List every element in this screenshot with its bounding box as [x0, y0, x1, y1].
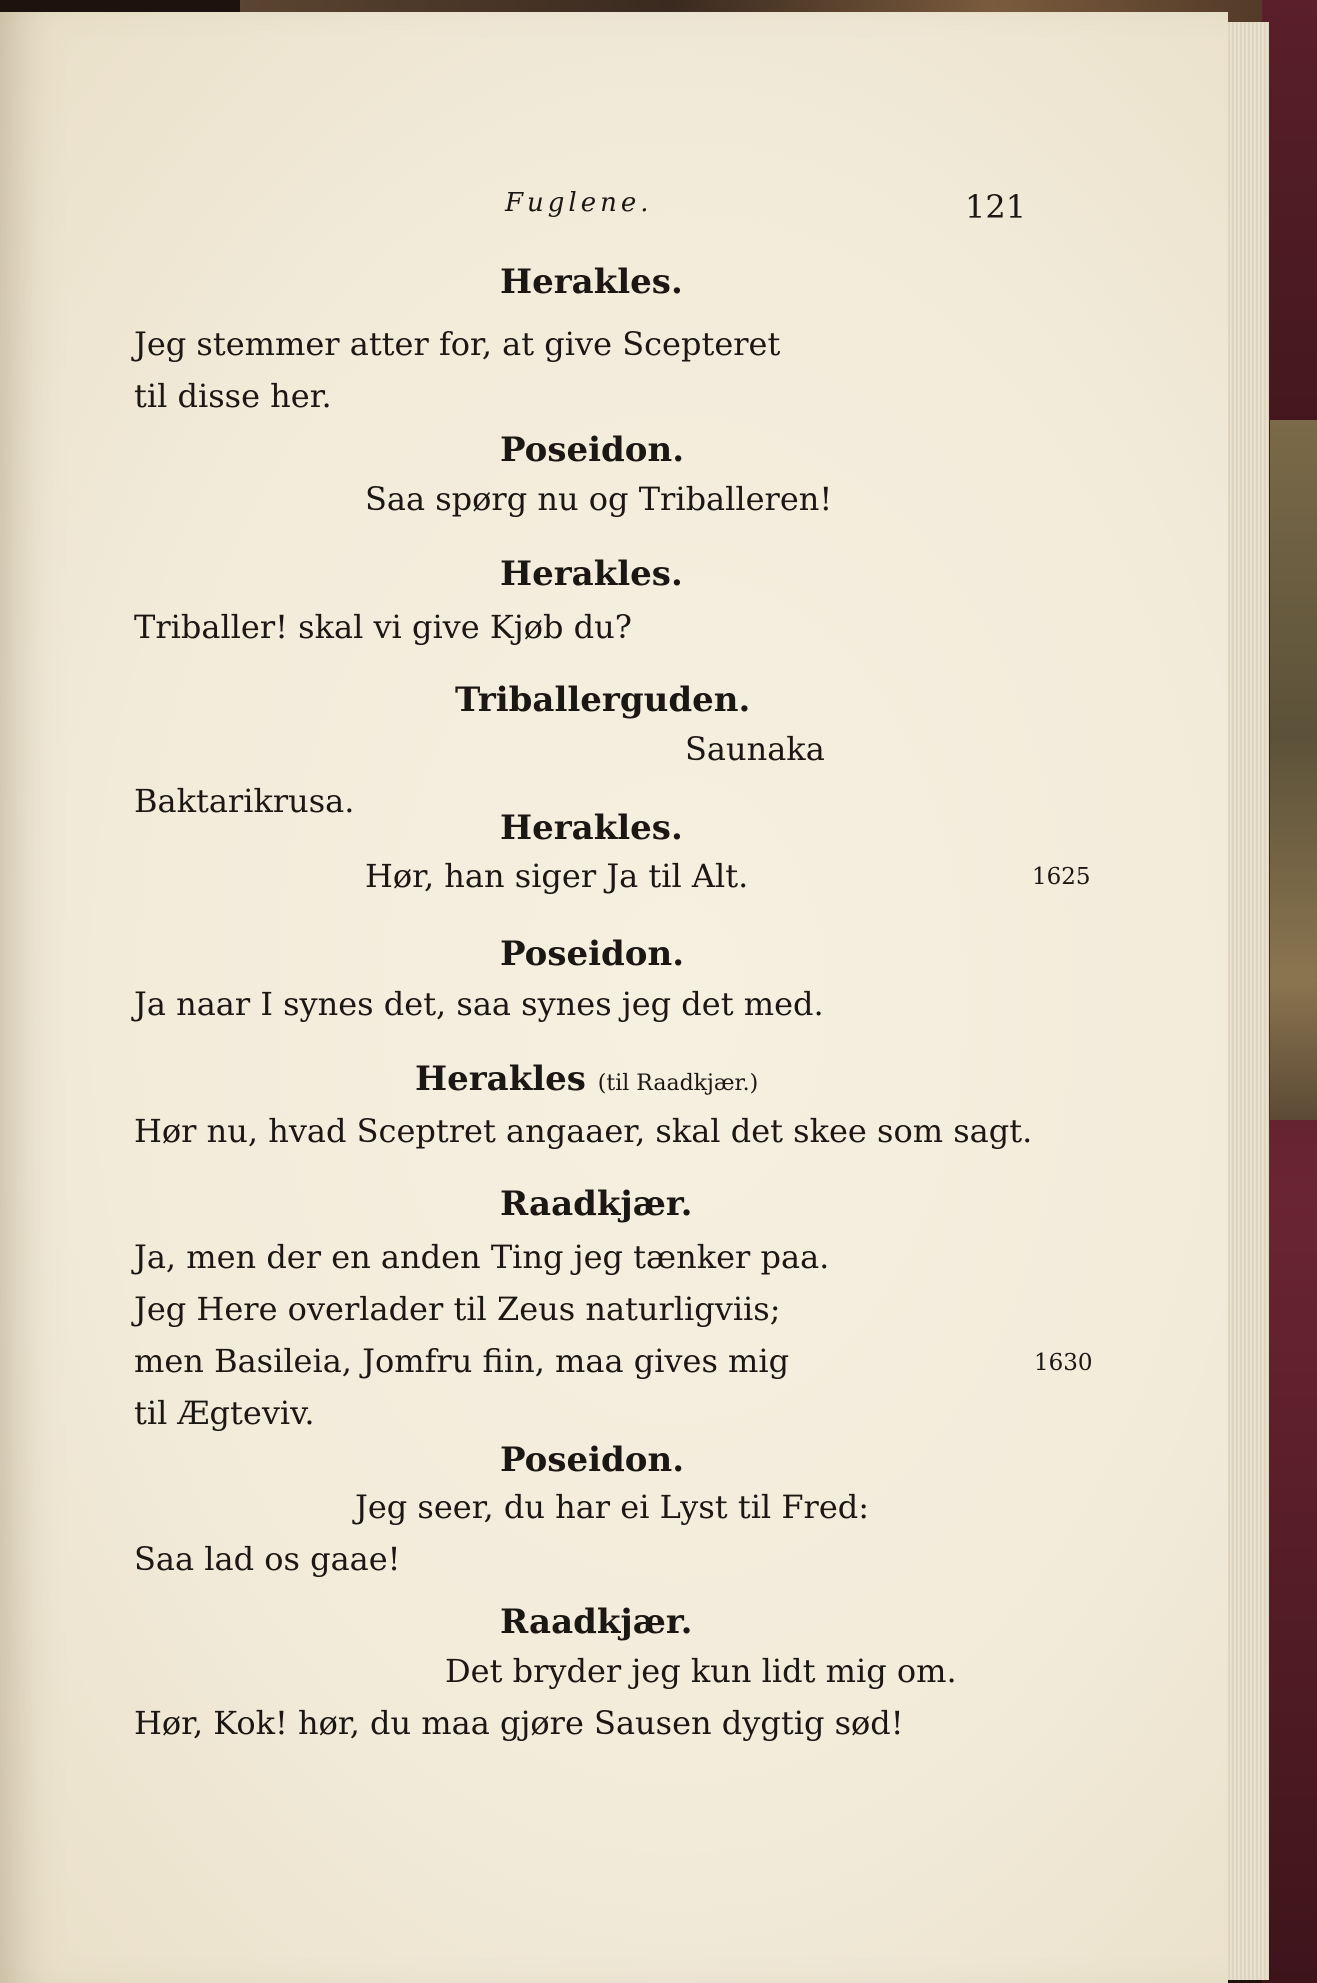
- speaker-name: Herakles: [415, 1059, 586, 1099]
- verse-line: Ja, men der en anden Ting jeg tænker paa.: [134, 1238, 830, 1276]
- verse-line: Jeg stemmer atter for, at give Scepteret: [134, 325, 781, 363]
- verse-line: Ja naar I synes det, saa synes jeg det med.: [134, 985, 824, 1023]
- speaker-heading: Triballerguden.: [455, 680, 751, 720]
- speaker-heading: Poseidon.: [500, 934, 685, 974]
- verse-line: Hør nu, hvad Sceptret angaaer, skal det skee som sagt.: [134, 1112, 1033, 1150]
- speaker-heading: Poseidon.: [500, 1440, 685, 1480]
- book-cover-cloth: [1270, 420, 1317, 1120]
- verse-line: Jeg Here overlader til Zeus naturligviis;: [134, 1290, 781, 1328]
- verse-line: Baktarikrusa.: [134, 782, 355, 820]
- speaker-heading: [415, 1059, 758, 1099]
- line-number: 1630: [1034, 1350, 1093, 1376]
- verse-line: Saa lad os gaae!: [134, 1540, 401, 1578]
- book-page: [0, 12, 1228, 1983]
- running-title: Fuglene.: [505, 188, 653, 218]
- verse-line: Saa spørg nu og Triballeren!: [365, 480, 833, 518]
- page-edges: [1222, 22, 1269, 1980]
- verse-line: Triballer! skal vi give Kjøb du?: [134, 608, 632, 646]
- verse-line: til disse her.: [134, 377, 332, 415]
- verse-line: Hør, Kok! hør, du maa gjøre Sausen dygtig sød!: [134, 1704, 904, 1742]
- verse-line: Hør, han siger Ja til Alt.: [365, 857, 749, 895]
- line-number: 1625: [1032, 864, 1091, 890]
- speaker-heading: Raadkjær.: [500, 1602, 693, 1642]
- speaker-heading: Poseidon.: [500, 430, 685, 470]
- verse-line: men Basileia, Jomfru fiin, maa gives mig: [134, 1342, 790, 1380]
- speaker-heading: Herakles.: [500, 808, 683, 848]
- verse-line: Det bryder jeg kun lidt mig om.: [445, 1652, 957, 1690]
- verse-line: Saunaka: [685, 730, 825, 768]
- verse-line: Jeg seer, du har ei Lyst til Fred:: [355, 1488, 870, 1526]
- page-number: 121: [965, 188, 1027, 226]
- verse-line: til Ægteviv.: [134, 1394, 315, 1432]
- stage-direction: (til Raadkjær.): [597, 1071, 759, 1096]
- speaker-heading: Herakles.: [500, 262, 683, 302]
- speaker-heading: Raadkjær.: [500, 1184, 693, 1224]
- speaker-heading: Herakles.: [500, 554, 683, 594]
